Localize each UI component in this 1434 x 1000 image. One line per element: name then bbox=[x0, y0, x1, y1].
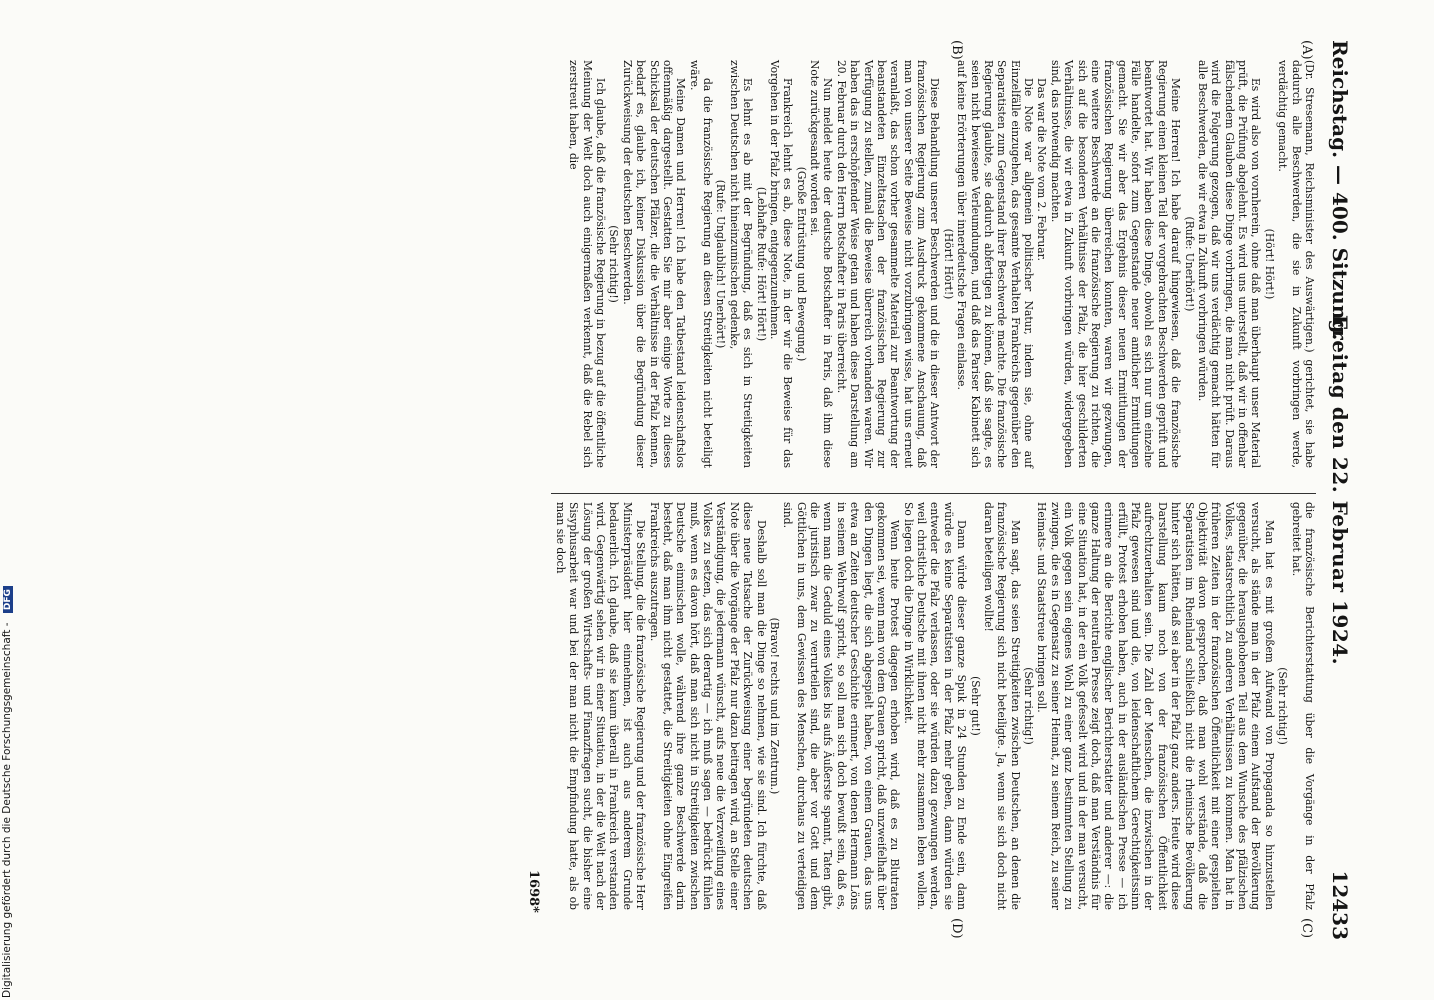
interjection: (Sehr richtig!) bbox=[1276, 667, 1290, 745]
paragraph: Ich glaube, daß die französische Regierung in bezug auf die öffentliche Meinung der Welt doch auch einigermaßen verkennt, daß die Rebel sich zerstreut haben, die bbox=[567, 60, 608, 468]
paragraph: Die Stellung, die die französische Regierung und der französische Herr Ministerpräsident hier einnehmen, ist auch aus anderem Grunde bedauerlich. Ich glaube, daß sie kaum überall in Frankreich verstanden wird. Gegenwärtig sehen wir in einer Situation, in der die Welt nach der Lösung der großen Wirtschafts- und Finanzfragen sucht, die bisher eine Sisyphusarbeit war und bei der man nicht die Empfindung hatte, als ob man sie doch bbox=[554, 502, 648, 910]
margin-marker-a: (A) bbox=[1299, 40, 1314, 60]
interjection: (Rufe: Unglaublich! Unerhört!) bbox=[714, 179, 728, 349]
side-note-text: Digitalisierung gefördert durch die Deutsche Forschungsgemeinschaft - bbox=[1, 622, 13, 998]
interjection: (Hört! Hört!) bbox=[941, 228, 955, 300]
paragraph: Dann würde dieser ganze Spuk in 24 Stunden zu Ende sein, dann würde es keine Separatisten in der Pfalz mehr geben, dann würden sie entweder die Pfalz verlassen, oder sie würden dazu gezwungen werden, weil christliche Deutsche mit ihnen nicht mehr zusammen leben wollen. So liegen doch die Dinge in Wirklichkeit. bbox=[901, 502, 969, 910]
paragraph: Die Note war allgemein politischer Natur, indem sie, ohne auf Einzelfälle einzugehen, das gesamte Verhalten Frankreichs gegenüber den Separatisten zum Gegenstand ihrer Beschwerde machte. Die französische Regierung glaubte, sie dadurch abfertigen zu können, daß sie sagte, es seien nicht bewiesene Verleumdungen, und daß das Pariser Kabinett sich auf keine Erörterungen über innerdeutsche Fragen einlasse. bbox=[955, 60, 1036, 468]
margin-marker-b: (B) bbox=[949, 40, 964, 60]
paragraph: da die französische Regierung an diesen Streitigkeiten nicht beteiligt wäre. bbox=[687, 60, 715, 468]
interjection: (Rufe: Unerhört!) bbox=[1182, 216, 1196, 312]
interjection: (Sehr richtig!) bbox=[607, 225, 621, 303]
interjection: (Lebhafte Rufe: Hört! Hört!) bbox=[754, 186, 768, 342]
interjection: (Große Entrüstung und Bewegung.) bbox=[794, 166, 808, 362]
paragraph: Das war die Note vom 2. Februar. bbox=[1035, 78, 1049, 261]
page-number: 12433 bbox=[1328, 870, 1352, 940]
margin-marker-c: (C) bbox=[1299, 918, 1314, 939]
column-divider bbox=[551, 493, 1316, 494]
interjection: (Bravo! rechts und im Zentrum.) bbox=[768, 617, 781, 795]
paragraph: Wenn heute Protest dagegen erhoben wird, daß es zu Blutraten gekommen sei, wenn man von dem Grauen spricht, daß unzweifelhaft über den Dingen liegt, die sich abgespielt haben, von einem Grauen, das uns etwa an Zeiten deutscher Geschichte erinnert, von denen Hermann Löns in seinem Wehrwolf spricht, so soll man sich doch bewußt sein, daß es, wenn man die Geduld eines Volkes bis aufs Äußerste spannt, Taten gibt, die juristisch zwar zu verurteilen sind, die aber vor Gott und dem Göttlichen in uns, dem Gewissen des Menschen, durchaus zu verteidigen sind. bbox=[781, 502, 902, 910]
paragraph: Meine Damen und Herren! Ich habe den Tatbestand leidenschaftslos offenmäßig dargestellt. Gestatten Sie mir aber einige Worte zu dieses Schicksal der deutschen Pfälzer, die die Verhältnisse in der Pfalz kennen, bedarf es, glaube ich, keiner Diskussion über die Begründung dieser Zurückweisung der deutschen Beschwerden. bbox=[620, 60, 688, 468]
interjection: (Sehr gut!) bbox=[968, 676, 982, 736]
footer-signature: 1698* bbox=[526, 870, 541, 913]
header-date: Freitag den 22. Februar 1924. bbox=[1328, 314, 1352, 666]
dfg-logo: DFG bbox=[3, 586, 13, 613]
text-column-right bbox=[554, 502, 1316, 910]
paragraph: Frankreich lehnt es ab, diese Note, in der wir die Beweise für das Vorgehen in der Pfalz bringen, entgegenzunehmen. bbox=[768, 60, 795, 468]
paragraph: Nun meldet heute der deutsche Botschafter in Paris, daß ihm diese Note zurückgesandt worden sei. bbox=[808, 60, 835, 468]
page-header bbox=[1322, 40, 1362, 940]
header-session: Reichstag. — 400. Sitzung. bbox=[1328, 40, 1352, 341]
interjection: (Hört! Hört!) bbox=[1262, 228, 1276, 300]
paragraph: Es wird also von vornherein, ohne daß man überhaupt unser Material prüft, die Prüfung abgelehnt. Es wird uns unterstellt, daß wir in offenbar fälschendem Glauben diese Dinge vorbringen, die man nicht prüft. Daraus wird die Folgerung gezogen, daß wir uns verdächtig gemacht hätten für alle Beschwerden, die wir etwa in Zukunft vorbringen würden. bbox=[1196, 60, 1263, 468]
paragraph: Deshalb soll man die Dinge so nehmen, wie sie sind. Ich fürchte, daß diese neue Tatsache der Zurückweisung einer begründeten deutschen Note über die Vorgänge der Pfalz nur dazu beitragen wird, an Stelle einer Verständigung, die jedermann wünscht, aufs neue die Verzweiflung eines Volkes zu setzen, das sich derartig — ich muß sagen — bedrückt fühlen muß, wenn es davon hört, daß man sich nicht in Streitigkeiten zwischen Deutsche einmischen wolle, während ihre ganze Beschwerde darin besteht, daß man ihm nicht gestattet, die Streitigkeiten ohne Eingreifen Frankreichs auszutragen. bbox=[647, 502, 768, 910]
paragraph: Man hat es mit großem Aufwand von Propaganda so hinzustellen versucht, als stände man in der Pfalz einem Aufstand der Bevölkerung gegenüber, die herausgehobenen Teil aus dem Wunsche des pfälzischen Volkes, staatsrechtlich zu anderen Verhältnissen zu kommen. Man hat in früheren Zeiten in der französischen Öffentlichkeit mit einer gespielten Objektivität davon gesprochen, daß man wohl verstände, daß die Separatisten im Rheinland schließlich nicht die rheinische Bevölkerung hinter sich hätten, daß sei aber in der Pfalz ganz anders. Heute wird diese Darstellung kaum noch von der französischen Öffentlichkeit aufrechtzuerhalten sein. Die Zahl der Menschen, die inzwischen in der Pfalz gewesen sind und die, von leidenschaftlichem Gerechtigkeitssinn erfüllt, Protest erhoben haben, auch in der ausländischen Presse — ich erinnere an die Berichte englischer Berichterstatter und anderer —: die ganze Haltung der neutralen Presse zeigt doch, daß man Verständnis für eine Situation hat, in der ein Volk gefesselt wird und in der man versucht, ein Volk gegen sein eigenes Wohl zu einer ganz bestimmten Stellung zu zwingen, die es in Gegensatz zu seiner Heimat, zu seinem Reich, zu seiner Heimats- und Staatstreue bringen soll. bbox=[1035, 502, 1276, 910]
paragraph: Man sagt, das seien Streitigkeiten zwischen Deutschen, an denen die französische Regierung sich nicht beteiligte. Ja, wenn sie sich doch nicht daran beteiligen wollte! bbox=[982, 502, 1022, 910]
interjection: (Sehr richtig!) bbox=[1022, 667, 1036, 745]
margin-marker-d: (D) bbox=[949, 918, 964, 939]
text-column-left bbox=[567, 60, 1316, 468]
paragraph: (Dr. Stresemann, Reichsminister des Auswärtigen.) gerichtet, sie habe dadurch alle Beschwerden, die sie in Zukunft vorbringen werde, verdächtig gemacht. bbox=[1276, 60, 1316, 468]
paragraph: die französische Berichterstattung über die Vorgänge in der Pfalz gebreitet hat. bbox=[1289, 502, 1316, 910]
side-note bbox=[1, 8, 15, 998]
paragraph: Diese Behandlung unserer Beschwerden und die in dieser Antwort der französischen Regierung zum Ausdruck gekommene Anschauung, daß man von unserer Seite Beweise nicht vorzubringen wisse, hat uns erneut veranlaßt, das schon vorher gesammelte Material zur Beantwortung der beanstandeten Einzeltatsachen der französischen Regierung zur Verfügung zu stellen, zumal die Beweise überreich vorhanden waren. Wir haben das in erschöpfender Weise getan und haben diese Darstellung am 20. Februar durch den Herrn Botschafter in Paris überreicht. bbox=[834, 60, 942, 468]
paragraph: Meine Herren! Ich habe darauf hingewiesen, daß die französische Regierung einen kleinen Teil der vorgebrachten Beschwerden geprüft und beantwortet hat. Wir haben diese Dinge, obwohl es sich nur um einzelne Fälle handelte, sofort zum Gegenstande neuer amtlicher Ermittlungen gemacht. Sie wir aber das Ergebnis dieser neuen Ermittlungen der französischen Regierung überreichen konnten, waren wir gezwungen, eine weitere Beschwerde an die französische Regierung zu richten, die sich auf die besonderen Verhältnisse der Pfalz, die hier geschilderten Verhältnisse, die wir etwa in Zukunft vorbringen würden, widergegeben sind, das notwendig machten. bbox=[1048, 60, 1183, 468]
paragraph: Es lehnt es ab mit der Begründung, daß es sich in Streitigkeiten zwischen Deutschen nicht hineinzumischen gedenke, bbox=[727, 60, 755, 468]
